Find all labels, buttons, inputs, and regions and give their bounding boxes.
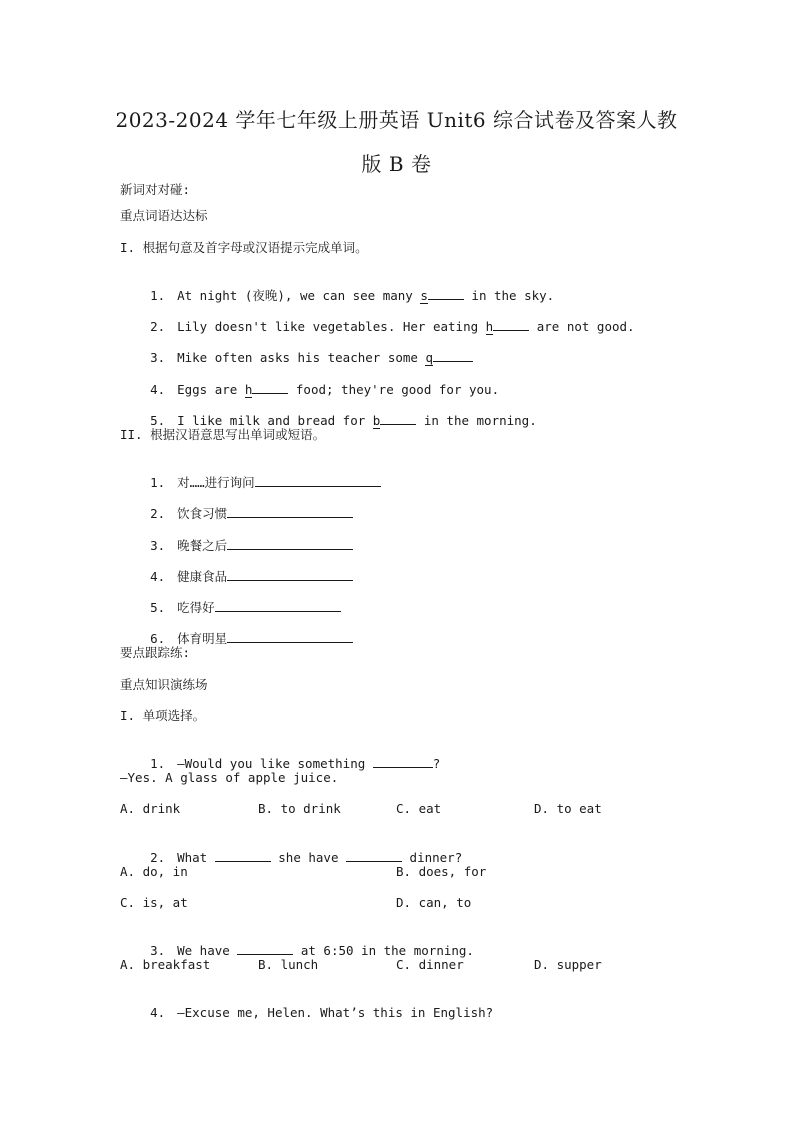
question-text: food; they're good for you.: [288, 382, 500, 397]
answer-blank: [373, 755, 433, 768]
answer-blank: [227, 537, 353, 550]
option-d: D. supper: [534, 957, 602, 972]
question-number: 2.: [150, 850, 166, 865]
question-text: are not good.: [529, 319, 635, 334]
question-text: 吃得好: [177, 600, 215, 615]
question-number: 1.: [150, 475, 166, 490]
dialogue-reply: —Yes. A glass of apple juice.: [120, 770, 339, 785]
part-heading: II. 根据汉语意思写出单词或短语。: [120, 427, 326, 442]
question-number: 3.: [150, 943, 166, 958]
part-heading: I. 根据句意及首字母或汉语提示完成单词。: [120, 240, 368, 255]
question-text: 对……进行询问: [177, 475, 255, 490]
answer-blank: [252, 381, 288, 394]
question-text: 体育明星: [177, 631, 228, 646]
question-number: 6.: [150, 631, 166, 646]
answer-blank: [237, 942, 293, 955]
question-number: 3.: [150, 350, 166, 365]
option-a: A. drink: [120, 801, 181, 816]
question-text: 饮食习惯: [177, 506, 228, 521]
answer-blank: [380, 412, 416, 425]
document-title-line2: 版 B 卷: [361, 152, 432, 176]
option-c: C. eat: [396, 801, 442, 816]
question-text: —Excuse me, Helen. What’s this in English?: [177, 1005, 494, 1020]
question-number: 5.: [150, 600, 166, 615]
question-text: ?: [432, 756, 441, 771]
question-number: 3.: [150, 538, 166, 553]
option-a: A. do, in: [120, 864, 188, 879]
answer-blank: [215, 599, 341, 612]
question-text: at 6:50 in the morning.: [293, 943, 474, 958]
section-subheading: 重点词语达达标: [120, 208, 208, 223]
question-text: in the sky.: [463, 288, 555, 303]
question-text: We have: [177, 943, 238, 958]
answer-blank: [346, 849, 402, 862]
question-number: 1.: [150, 288, 166, 303]
question-text: in the morning.: [416, 413, 537, 428]
section-heading: 新词对对碰:: [120, 182, 191, 197]
question-number: 2.: [150, 506, 166, 521]
question-number: 4.: [150, 569, 166, 584]
answer-blank: [227, 505, 353, 518]
question-text: At night (夜晚), we can see many: [177, 288, 421, 303]
answer-blank: [433, 349, 473, 362]
question-number: 2.: [150, 319, 166, 334]
question-text: 健康食品: [177, 569, 228, 584]
part-heading: I. 单项选择。: [120, 708, 206, 723]
question-text: —Would you like something: [177, 756, 373, 771]
initial-letter: h: [244, 382, 253, 397]
answer-blank: [428, 287, 464, 300]
mc-question: [120, 989, 493, 1037]
question-number: 4.: [150, 382, 166, 397]
question-text: she have: [270, 850, 347, 865]
question-number: 1.: [150, 756, 166, 771]
question-text: 晚餐之后: [177, 538, 228, 553]
section-heading: 要点跟踪练:: [120, 645, 191, 660]
option-d: D. to eat: [534, 801, 602, 816]
option-b: B. does, for: [396, 864, 487, 879]
option-d: D. can, to: [396, 895, 472, 910]
answer-blank: [227, 568, 353, 581]
option-c: C. dinner: [396, 957, 464, 972]
question-number: 4.: [150, 1005, 166, 1020]
initial-letter: h: [485, 319, 494, 334]
answer-blank: [255, 474, 381, 487]
answer-blank: [493, 318, 529, 331]
initial-letter: s: [420, 288, 428, 303]
question-text: Lily doesn't like vegetables. Her eating: [177, 319, 486, 334]
answer-blank: [227, 630, 353, 643]
answer-blank: [215, 849, 271, 862]
section-subheading: 重点知识演练场: [120, 677, 208, 692]
question-text: Mike often asks his teacher some: [177, 350, 426, 365]
initial-letter: q: [425, 350, 433, 365]
question-text: What: [177, 850, 215, 865]
option-b: B. to drink: [258, 801, 341, 816]
initial-letter: b: [372, 413, 381, 428]
option-a: A. breakfast: [120, 957, 211, 972]
option-c: C. is, at: [120, 895, 188, 910]
document-title-line1: 2023-2024 学年七年级上册英语 Unit6 综合试卷及答案人教: [115, 108, 678, 132]
question-text: I like milk and bread for: [177, 413, 373, 428]
question-text: Eggs are: [177, 382, 245, 397]
option-b: B. lunch: [258, 957, 319, 972]
question-number: 5.: [150, 413, 166, 428]
question-text: dinner?: [402, 850, 463, 865]
